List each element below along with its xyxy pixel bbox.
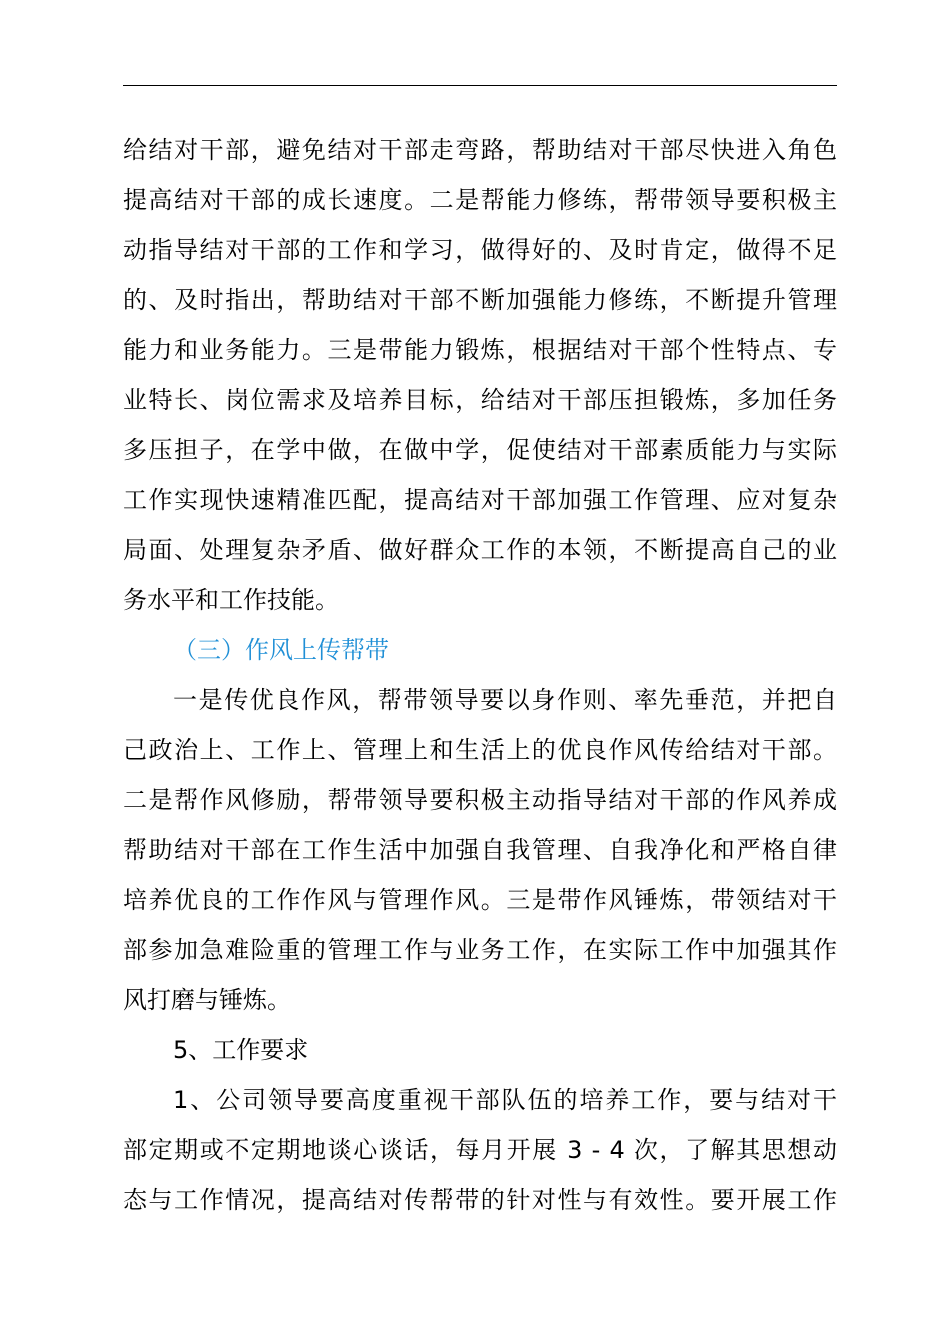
section-heading: 5、工作要求 [173, 1036, 309, 1064]
header-rule [123, 85, 837, 86]
section-heading: （三）作风上传帮带 [173, 636, 389, 664]
paragraph-line: 二是帮作风修励，帮带领导要积极主动指导结对干部的作风养成 [123, 786, 837, 814]
paragraph-line: 业特长、岗位需求及培养目标，给结对干部压担锻炼，多加任务 [123, 386, 837, 414]
paragraph-line: 的、及时指出，帮助结对干部不断加强能力修练，不断提升管理 [123, 286, 837, 314]
paragraph-line: 帮助结对干部在工作生活中加强自我管理、自我净化和严格自律 [123, 836, 837, 864]
paragraph-line: 一是传优良作风，帮带领导要以身作则、率先垂范，并把自 [173, 686, 837, 714]
paragraph-line: 部参加急难险重的管理工作与业务工作，在实际工作中加强其作 [123, 936, 837, 964]
paragraph-line: 给结对干部，避免结对干部走弯路，帮助结对干部尽快进入角色 [123, 136, 837, 164]
paragraph-line: 局面、处理复杂矛盾、做好群众工作的本领，不断提高自己的业 [123, 536, 837, 564]
paragraph-line: 部定期或不定期地谈心谈话，每月开展 3 - 4 次，了解其思想动 [123, 1136, 837, 1164]
paragraph-line: 己政治上、工作上、管理上和生活上的优良作风传给结对干部。 [123, 736, 837, 764]
paragraph-line: 务水平和工作技能。 [123, 586, 339, 614]
paragraph-line: 工作实现快速精准匹配，提高结对干部加强工作管理、应对复杂 [123, 486, 837, 514]
paragraph-line: 提高结对干部的成长速度。二是帮能力修练，帮带领导要积极主 [123, 186, 837, 214]
document-body [123, 125, 837, 1225]
paragraph-line: 动指导结对干部的工作和学习，做得好的、及时肯定，做得不足 [123, 236, 837, 264]
paragraph-line: 多压担子，在学中做，在做中学，促使结对干部素质能力与实际 [123, 436, 837, 464]
paragraph-line: 培养优良的工作作风与管理作风。三是带作风锤炼，带领结对干 [123, 886, 837, 914]
paragraph-line: 能力和业务能力。三是带能力锻炼，根据结对干部个性特点、专 [123, 336, 837, 364]
paragraph-line: 态与工作情况，提高结对传帮带的针对性与有效性。要开展工作 [123, 1186, 837, 1214]
paragraph-line: 风打磨与锤炼。 [123, 986, 291, 1014]
paragraph-line: 1、公司领导要高度重视干部队伍的培养工作，要与结对干 [173, 1086, 837, 1114]
